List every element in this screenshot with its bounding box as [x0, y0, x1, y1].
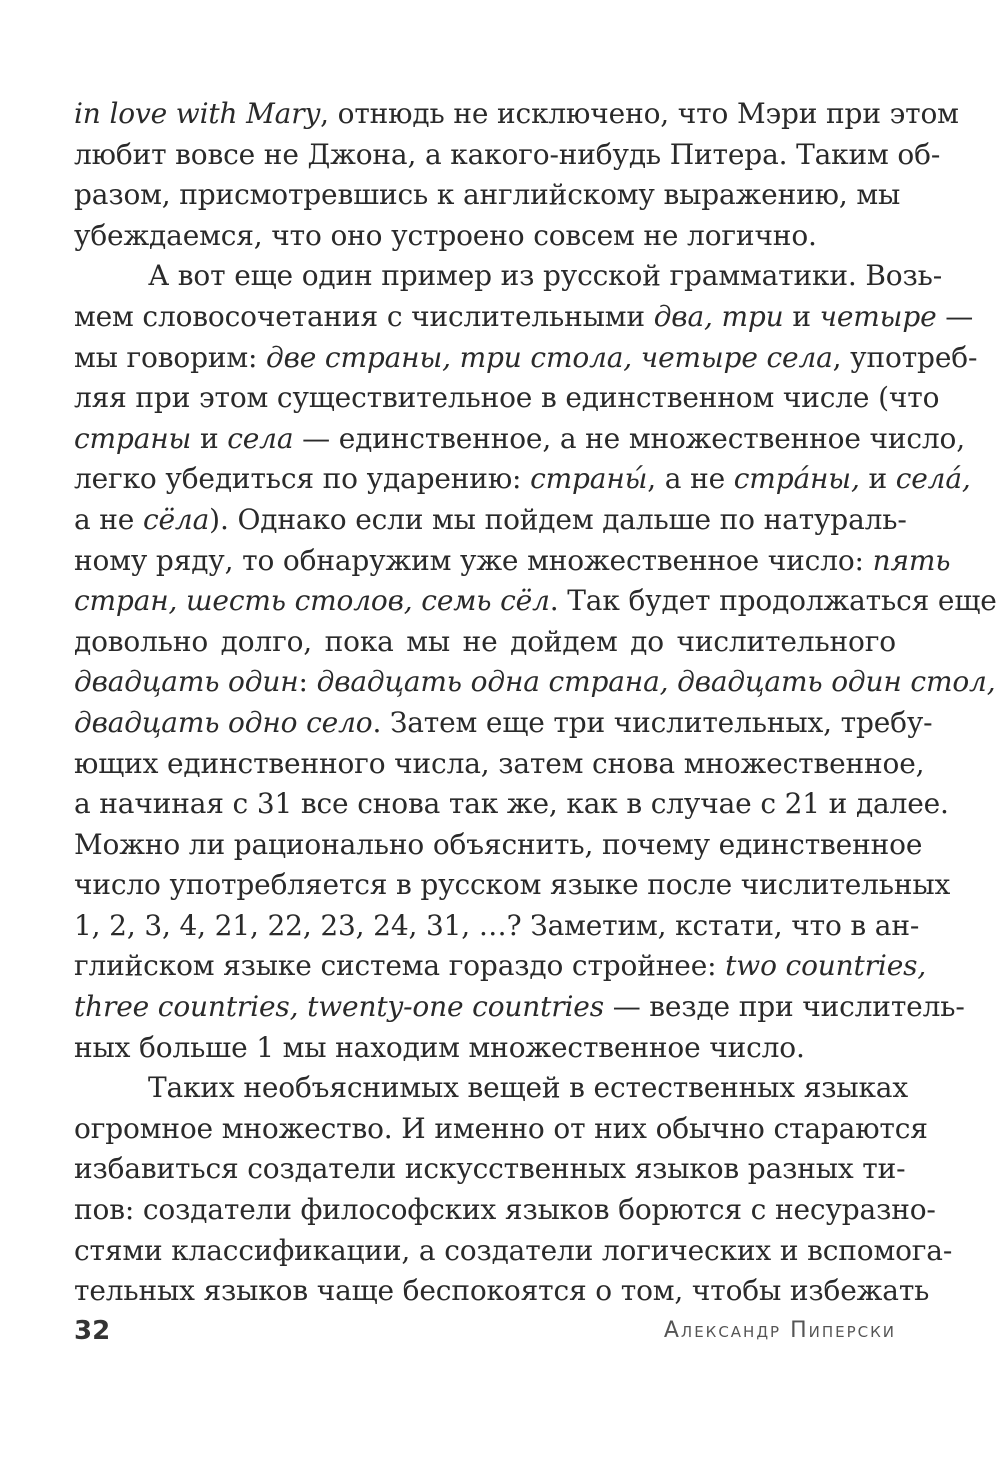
italic-example: two countries, — [725, 949, 927, 983]
text-run: число употребляется в русском языке после числительных — [74, 868, 951, 902]
text-run: , отнюдь не исключено, что Мэри при этом — [320, 97, 959, 130]
text-line — [74, 946, 927, 987]
text-run: стями классификации, а создатели логических и вспомога- — [74, 1233, 953, 1267]
text-line — [74, 459, 971, 500]
text-line — [74, 825, 923, 866]
text-line — [74, 94, 959, 135]
text-run: ному ряду, то обнаружим уже множественное число: — [74, 543, 873, 577]
text-line — [74, 784, 949, 825]
italic-example: пять — [872, 543, 951, 577]
text-line — [74, 744, 925, 785]
italic-example: двадцать одно село — [74, 705, 373, 739]
text-line — [74, 1190, 936, 1231]
italic-example: двадцать одна страна, двадцать один стол, — [316, 665, 996, 699]
text-run: тельных языков чаще беспокоятся о том, чтобы избежать — [74, 1274, 930, 1308]
italic-example: села — [227, 421, 294, 455]
text-run: избавиться создатели искусственных языков разных ти- — [74, 1152, 906, 1186]
text-line — [74, 541, 951, 582]
text-line — [74, 662, 996, 703]
text-line — [74, 500, 907, 541]
page-footer — [74, 1316, 896, 1356]
text-line — [74, 987, 965, 1028]
text-run: убеждаемся, что оно устроено совсем не логично. — [74, 218, 817, 252]
body-text — [74, 94, 997, 1312]
italic-example: сёла — [142, 502, 210, 536]
text-line — [74, 256, 943, 297]
text-line — [74, 906, 920, 947]
text-line — [74, 865, 951, 906]
text-run: огромное множество. И именно от них обычно стараются — [74, 1111, 928, 1145]
text-line — [74, 378, 940, 419]
text-run: пов: создатели философских языков борются с несуразно- — [74, 1193, 936, 1227]
text-run: А вот еще один пример из русской грамматики. Возь- — [148, 259, 943, 293]
text-run: : — [298, 665, 317, 699]
text-run: мем словосочетания с числительными — [74, 299, 654, 333]
text-line — [74, 703, 933, 744]
text-line — [74, 338, 978, 379]
text-run: ющих единственного числа, затем снова множественное, — [74, 746, 925, 780]
text-run: 1, 2, 3, 4, 21, 22, 23, 24, 31, …? Заметим, кстати, что в ан- — [74, 908, 920, 942]
italic-example: два, три — [653, 299, 784, 333]
italic-example: страны́ — [530, 462, 648, 496]
text-run: — везде при числитель- — [603, 990, 965, 1024]
text-line — [74, 581, 997, 622]
text-run: , употреб- — [832, 340, 978, 374]
text-run: глийском языке система гораздо стройнее: — [74, 949, 726, 983]
text-run: и — [859, 462, 896, 496]
text-line — [74, 216, 896, 257]
text-line — [74, 1028, 896, 1069]
italic-example: страны — [74, 421, 192, 455]
italic-example: стра́ны, — [733, 462, 860, 496]
italic-example: села́, — [895, 462, 971, 496]
italic-example: две страны, три стола, четыре села — [266, 340, 833, 374]
italic-example: четыре — [819, 299, 937, 333]
text-run: а начиная с 31 все снова так же, как в случае с 21 и далее. — [74, 787, 949, 821]
italic-example: three countries, twenty-one countries — [74, 990, 604, 1024]
text-run: — — [936, 299, 974, 333]
text-line — [74, 1231, 953, 1272]
text-line — [74, 419, 966, 460]
italic-example: стран, шесть столов, семь сёл — [74, 584, 550, 618]
text-line — [74, 297, 974, 338]
text-run: , а не — [647, 462, 734, 496]
text-run: . Затем еще три числительных, требу- — [372, 705, 933, 739]
text-run: разом, присмотревшись к английскому выражению, мы — [74, 178, 901, 212]
text-run: Можно ли рационально объяснить, почему единственное — [74, 827, 923, 861]
text-run: мы говорим: — [74, 340, 267, 374]
text-run: — единственное, а не множественное число, — [293, 421, 966, 455]
text-run: ных больше 1 мы находим множественное число. — [74, 1030, 805, 1064]
text-run: любит вовсе не Джона, а какого-нибудь Питера. Таким об- — [74, 137, 941, 171]
text-line — [74, 1109, 928, 1150]
text-run: ляя при этом существительное в единственном числе (что — [74, 381, 940, 415]
text-line — [74, 1271, 930, 1312]
text-line — [74, 622, 896, 663]
italic-example: in love with Mary — [74, 97, 321, 130]
text-run: ). Однако если мы пойдем дальше по натураль- — [209, 502, 907, 536]
text-line — [74, 135, 941, 176]
running-footer-author: Александр Пиперски — [663, 1318, 896, 1343]
text-line — [74, 1149, 906, 1190]
text-run: и — [783, 299, 820, 333]
text-line — [74, 175, 901, 216]
page-number: 32 — [74, 1316, 111, 1346]
text-run: а не — [74, 502, 143, 536]
text-run: Таких необъяснимых вещей в естественных языках — [148, 1071, 908, 1105]
text-run: легко убедиться по ударению: — [74, 462, 531, 496]
text-run: и — [191, 421, 228, 455]
text-run: . Так будет продолжаться еще — [549, 584, 997, 618]
text-line — [74, 1068, 908, 1109]
text-run: довольно долго, пока мы не дойдем до числительного — [74, 624, 896, 658]
italic-example: двадцать один — [74, 665, 299, 699]
